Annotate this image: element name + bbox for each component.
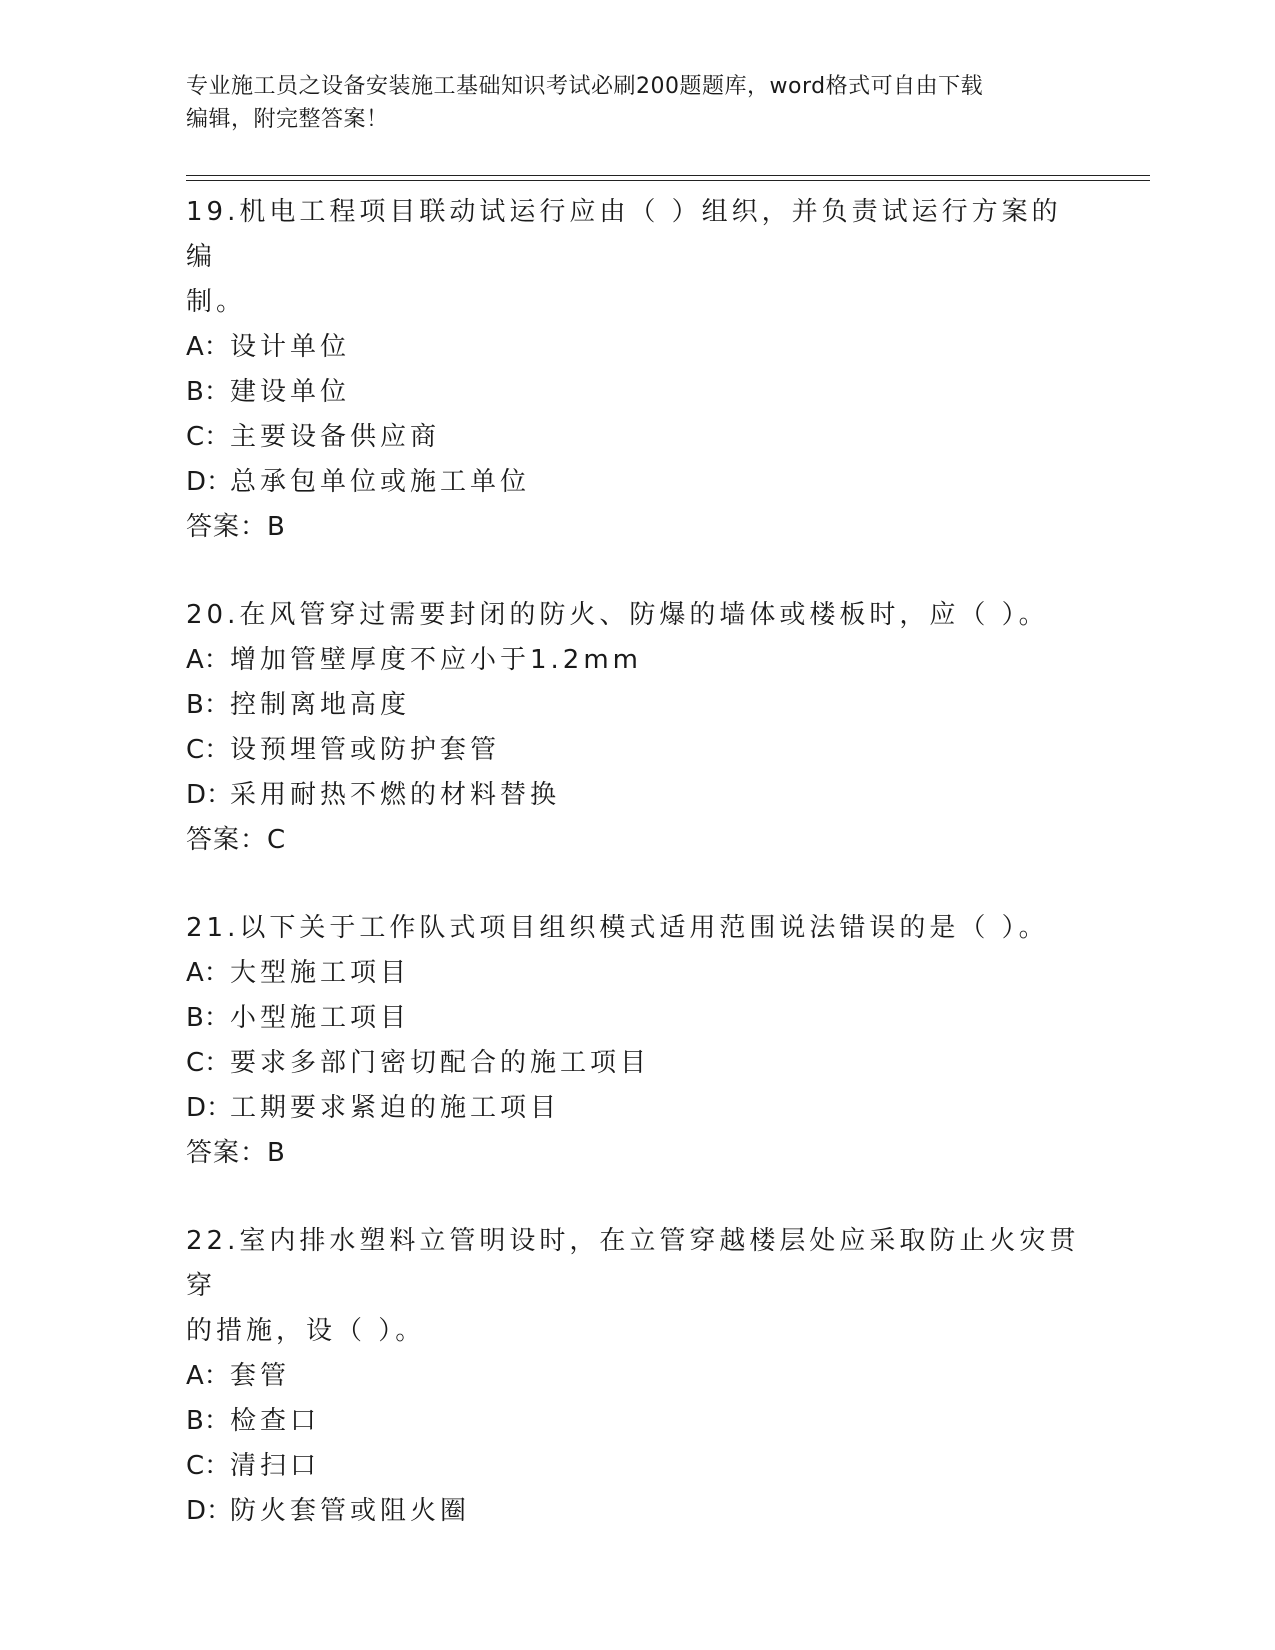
question-text: 22.室内排水塑料立管明设时，在立管穿越楼层处应采取防止火灾贯穿 bbox=[186, 1226, 1080, 1301]
option-a bbox=[186, 638, 1086, 683]
option-text: 小型施工项目 bbox=[230, 1003, 411, 1033]
option-d bbox=[186, 773, 1086, 818]
question-text: 21.以下关于工作队式项目组织模式适用范围说法错误的是（ ）。 bbox=[186, 913, 1049, 943]
option-letter: A： bbox=[186, 645, 230, 675]
option-letter: D： bbox=[186, 1093, 233, 1123]
option-text: 要求多部门密切配合的施工项目 bbox=[230, 1048, 651, 1078]
option-letter: A： bbox=[186, 958, 230, 988]
option-text: 建设单位 bbox=[230, 377, 351, 407]
question-text-continued: 的措施，设（ ）。 bbox=[186, 1316, 426, 1346]
option-letter: D： bbox=[186, 1496, 233, 1526]
option-text: 总承包单位或施工单位 bbox=[230, 467, 531, 497]
option-letter: D： bbox=[186, 467, 233, 497]
option-text: 大型施工项目 bbox=[230, 958, 411, 988]
header-divider-top bbox=[186, 175, 1150, 176]
question-text-continued: 制。 bbox=[186, 287, 247, 317]
option-letter: D： bbox=[186, 780, 233, 810]
option-d bbox=[186, 460, 1086, 505]
option-text: 设计单位 bbox=[230, 332, 351, 362]
option-text: 增加管壁厚度不应小于1.2mm bbox=[230, 645, 643, 675]
option-letter: C： bbox=[186, 1048, 231, 1078]
option-b bbox=[186, 996, 1086, 1041]
question-text: 20.在风管穿过需要封闭的防火、防爆的墙体或楼板时，应（ ）。 bbox=[186, 600, 1049, 630]
question-20 bbox=[186, 593, 1086, 863]
option-text: 套管 bbox=[230, 1361, 291, 1391]
option-text: 工期要求紧迫的施工项目 bbox=[230, 1093, 561, 1123]
option-letter: C： bbox=[186, 1451, 231, 1481]
header-line-1: 专业施工员之设备安装施工基础知识考试必刷200题题库，word格式可自由下载 bbox=[186, 74, 984, 99]
header-line-2: 编辑，附完整答案！ bbox=[186, 107, 389, 132]
option-letter: B： bbox=[186, 377, 230, 407]
option-letter: B： bbox=[186, 1003, 230, 1033]
question-list bbox=[186, 190, 1086, 1577]
option-b bbox=[186, 370, 1086, 415]
document-header bbox=[186, 70, 1086, 136]
option-text: 设预埋管或防护套管 bbox=[230, 735, 501, 765]
option-d bbox=[186, 1489, 1086, 1534]
option-text: 防火套管或阻火圈 bbox=[230, 1496, 471, 1526]
option-letter: C： bbox=[186, 735, 231, 765]
option-letter: B： bbox=[186, 1406, 230, 1436]
option-text: 主要设备供应商 bbox=[230, 422, 441, 452]
answer: 答案：B bbox=[186, 512, 286, 542]
option-text: 采用耐热不燃的材料替换 bbox=[230, 780, 561, 810]
option-text: 控制离地高度 bbox=[230, 690, 411, 720]
option-c bbox=[186, 1444, 1086, 1489]
option-b bbox=[186, 1399, 1086, 1444]
option-letter: A： bbox=[186, 332, 230, 362]
option-a bbox=[186, 1354, 1086, 1399]
question-text: 19.机电工程项目联动试运行应由（ ）组织，并负责试运行方案的编 bbox=[186, 197, 1062, 272]
option-c bbox=[186, 415, 1086, 460]
option-letter: C： bbox=[186, 422, 231, 452]
option-a bbox=[186, 951, 1086, 996]
answer: 答案：B bbox=[186, 1138, 286, 1168]
question-22 bbox=[186, 1219, 1086, 1534]
option-b bbox=[186, 683, 1086, 728]
option-text: 检查口 bbox=[230, 1406, 321, 1436]
question-21 bbox=[186, 906, 1086, 1176]
option-a bbox=[186, 325, 1086, 370]
option-c bbox=[186, 728, 1086, 773]
option-text: 清扫口 bbox=[230, 1451, 321, 1481]
answer: 答案：C bbox=[186, 825, 287, 855]
header-divider-bottom bbox=[186, 180, 1150, 181]
option-letter: A： bbox=[186, 1361, 230, 1391]
question-19 bbox=[186, 190, 1086, 550]
option-c bbox=[186, 1041, 1086, 1086]
option-d bbox=[186, 1086, 1086, 1131]
option-letter: B： bbox=[186, 690, 230, 720]
